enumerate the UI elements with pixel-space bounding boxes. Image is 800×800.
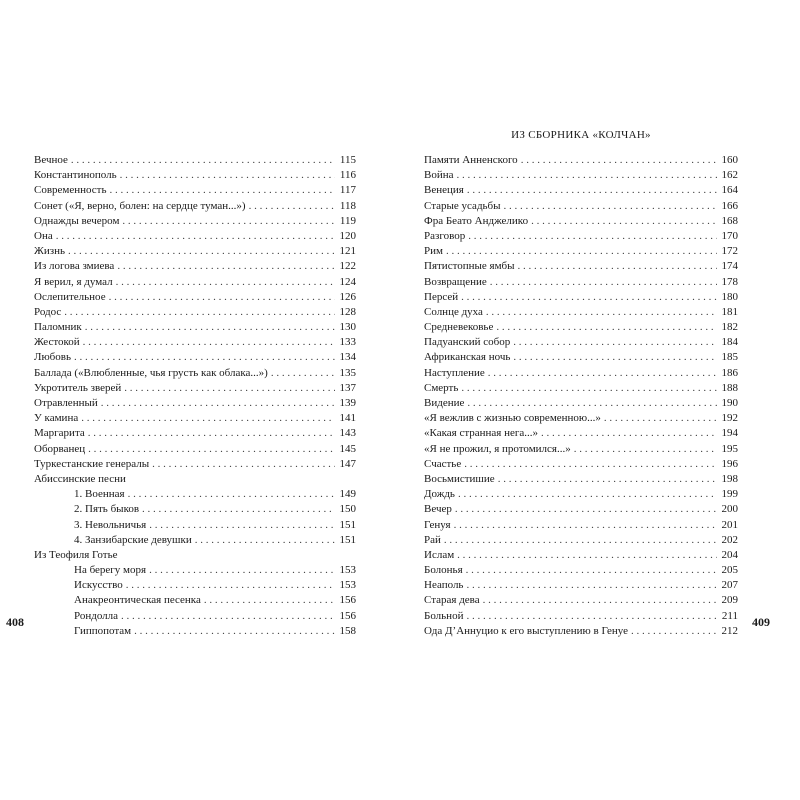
toc-entry [424,518,738,533]
toc-entry [424,578,738,593]
toc-entry-title: Вечер [424,503,452,516]
dot-leader [488,366,717,381]
toc-entry [424,533,738,548]
dot-leader [142,502,335,517]
toc-entry-page: 115 [339,154,356,166]
dot-leader [134,624,335,639]
toc-entry [34,472,356,487]
toc-entry-page: 133 [339,336,356,349]
toc-entry-title: Восьмистишие [424,472,495,485]
toc-entry-title: Ода Д’Аннуцио к его выступлению в Генуе [424,624,628,637]
dot-leader [444,533,717,548]
toc-entry-page: 158 [339,624,356,637]
toc-entry-title: Ослепительное [34,290,106,303]
toc-entry [34,411,356,426]
toc-entry-page: 162 [721,169,738,182]
toc-entry [424,624,738,639]
toc-entry-page: 186 [721,366,738,379]
toc-entry-title: Из логова змиева [34,260,115,273]
toc-entry-page: 209 [721,594,738,607]
toc-entry-page: 212 [721,624,738,637]
toc-entry-title: Наступление [424,366,485,379]
toc-entry [34,533,356,548]
toc-entry [424,548,738,563]
dot-leader [483,593,717,608]
toc-entry [34,578,356,593]
dot-leader [83,335,335,350]
toc-entry [424,502,738,517]
toc-entry-page: 190 [721,397,738,409]
toc-entry-title: Неаполь [424,579,464,592]
dot-leader [64,305,335,320]
toc-entry [34,350,356,365]
toc-entry-title: 2. Пять быков [74,503,140,516]
toc-entry-title: Возвращение [424,275,487,288]
toc-entry-title: Любовь [34,351,71,364]
dot-leader [490,275,717,290]
toc-entry-page: 202 [721,533,738,546]
toc-entry-page: 180 [721,290,738,303]
toc-entry-page: 137 [339,381,356,394]
toc-entry-page: 147 [339,457,356,470]
toc-entry-title: Старая дева [424,594,480,607]
dot-leader [71,153,335,168]
dot-leader [152,457,335,472]
toc-entry-title: Отравленный [34,397,98,409]
dot-leader [457,548,717,563]
toc-entry-title: Я верил, я думал [34,275,113,288]
toc-entry-title: Вечное [34,154,68,166]
toc-entry-title: Паломник [34,321,82,334]
toc-entry-title: Укротитель зверей [34,381,122,394]
toc-entry [424,244,738,259]
toc-entry-page: 122 [339,260,356,273]
toc-entry-page: 116 [339,169,356,182]
toc-entry-page: 204 [721,548,738,561]
toc-entry-title: Рондолла [74,609,119,622]
toc-entry-page: 182 [721,321,738,334]
toc-entry [34,275,356,290]
dot-leader [204,593,335,608]
toc-entry-title: Падуанский собор [424,336,511,349]
toc-entry [34,214,356,229]
left-page-number: 408 [6,615,24,629]
toc-entry-page: 135 [339,366,356,379]
toc-entry [34,290,356,305]
toc-entry-title: Пятистопные ямбы [424,260,515,273]
toc-entry-page: 153 [339,579,356,592]
toc-entry [34,548,356,563]
toc-entry [424,426,738,441]
toc-entry-page: 185 [721,351,738,364]
toc-entry [34,335,356,350]
dot-leader [126,578,335,593]
dot-leader [195,533,335,548]
toc-entry [34,366,356,381]
toc-entry-page: 156 [339,594,356,607]
dot-leader [467,396,717,411]
toc-entry-page: 188 [721,381,738,394]
toc-entry-page: 160 [721,154,738,166]
toc-entry-page: 181 [721,305,738,318]
dot-leader [464,457,717,472]
toc-entry-title: Баллада («Влюбленные, чья грусть как облака...») [34,366,268,379]
toc-entry [424,381,738,396]
toc-entry-title: Рим [424,245,443,258]
toc-entry [424,442,738,457]
toc-entry [34,183,356,198]
section-heading: ИЗ СБОРНИКА «КОЛЧАН» [511,129,651,141]
dot-leader [68,244,335,259]
dot-leader [454,518,717,533]
toc-entry-title: Солнце духа [424,305,483,318]
dot-leader [81,411,335,426]
toc-entry [424,411,738,426]
toc-entry [34,457,356,472]
toc-entry-title: Однажды вечером [34,214,120,227]
toc-entry [34,229,356,244]
toc-entry [34,259,356,274]
toc-entry [34,593,356,608]
dot-leader [88,426,335,441]
dot-leader [85,320,335,335]
dot-leader [461,381,717,396]
toc-entry [424,305,738,320]
toc-entry-page: 151 [339,518,356,531]
toc-entry-title: Разговор [424,229,466,242]
dot-leader [467,183,717,198]
toc-entry [424,290,738,305]
toc-entry-title: Современность [34,184,107,197]
toc-entry [424,366,738,381]
toc-entry-page: 200 [721,503,738,516]
toc-entry [34,609,356,624]
dot-leader [486,305,717,320]
toc-entry [424,609,738,624]
toc-entry-title: «Я вежлив с жизнью современною...» [424,412,601,425]
dot-leader [466,578,717,593]
toc-entry-page: 178 [721,275,738,288]
toc-entry-title: 3. Невольничья [74,518,147,531]
right-page-number: 409 [752,615,770,629]
toc-entry-page: 134 [339,351,356,364]
toc-entry [34,396,356,411]
dot-leader [513,350,717,365]
toc-entry-page: 124 [339,275,356,288]
toc-entry [424,320,738,335]
toc-entry-page: 130 [339,321,356,334]
toc-entry-title: Гиппопотам [74,624,132,637]
toc-entry [424,183,738,198]
toc-entry [34,244,356,259]
toc-entry [34,168,356,183]
dot-leader [574,442,717,457]
dot-leader [117,259,335,274]
toc-entry-page: 166 [721,199,738,212]
toc-entry-title: Ислам [424,548,455,561]
dot-leader [504,199,717,214]
toc-entry-page: 128 [339,305,356,318]
toc-entry-title: Искусство [74,579,123,592]
toc-entry-title: Абиссинские песни [34,472,126,485]
toc-entry-title: На берегу моря [74,564,147,577]
toc-entry-title: Болонья [424,564,463,577]
toc-entry-page: 143 [339,427,356,440]
toc-entry-page: 118 [339,199,356,212]
dot-leader [468,229,717,244]
toc-entry-title: Видение [424,397,465,409]
toc-entry-title: Оборванец [34,442,86,455]
toc-entry [424,259,738,274]
toc-entry [424,335,738,350]
dot-leader [110,183,335,198]
toc-entry-page: 198 [721,472,738,485]
dot-leader [466,609,717,624]
toc-entry [424,168,738,183]
right-page-toc [424,153,738,639]
toc-entry-title: У камина [34,412,79,425]
dot-leader [74,350,335,365]
toc-entry-title: Туркестанские генералы [34,457,150,470]
dot-leader [149,518,335,533]
dot-leader [446,244,717,259]
left-page-toc [34,153,356,639]
dot-leader [455,502,717,517]
toc-entry [424,199,738,214]
toc-entry-title: Анакреонтическая песенка [74,594,201,607]
dot-leader [116,275,335,290]
toc-entry-page: 184 [721,336,738,349]
toc-entry-title: Родос [34,305,62,318]
toc-entry-page: 211 [721,609,738,622]
dot-leader [521,153,717,168]
toc-entry [34,381,356,396]
dot-leader [56,229,335,244]
toc-entry-page: 170 [721,229,738,242]
toc-entry [424,472,738,487]
toc-entry-title: 4. Занзибарские девушки [74,533,192,546]
toc-entry-title: «Какая странная нега...» [424,427,539,440]
toc-entry-title: Фра Беато Анджелико [424,214,529,227]
toc-entry-page: 174 [721,260,738,273]
toc-entry-title: Венеция [424,184,464,197]
toc-entry [34,502,356,517]
toc-entry-page: 141 [339,412,356,425]
toc-entry [424,275,738,290]
dot-leader [498,472,717,487]
toc-entry [34,199,356,214]
dot-leader [513,335,717,350]
toc-entry-page: 145 [339,442,356,455]
dot-leader [457,168,718,183]
toc-entry [34,320,356,335]
toc-entry-title: Дождь [424,488,455,501]
toc-entry-page: 121 [339,245,356,258]
toc-entry-title: 1. Военная [74,488,125,501]
toc-entry [34,487,356,502]
toc-entry-title: Она [34,229,53,242]
toc-entry [424,457,738,472]
toc-entry [424,350,738,365]
toc-entry-page: 120 [339,229,356,242]
toc-entry [424,487,738,502]
toc-entry-page: 207 [721,579,738,592]
toc-entry-page: 139 [339,397,356,409]
toc-entry-page: 192 [721,412,738,425]
dot-leader [631,624,717,639]
dot-leader [124,381,335,396]
toc-entry-page: 119 [339,214,356,227]
toc-entry-title: Константинополь [34,169,117,182]
toc-entry [34,518,356,533]
toc-entry-page: 126 [339,290,356,303]
toc-entry-title: Жестокой [34,336,80,349]
dot-leader [249,199,335,214]
dot-leader [122,214,335,229]
toc-entry-title: Африканская ночь [424,351,511,364]
toc-entry [424,593,738,608]
toc-entry-page: 153 [339,564,356,577]
toc-entry [34,426,356,441]
toc-entry [34,563,356,578]
dot-leader [541,426,717,441]
toc-entry-title: Из Теофиля Готье [34,548,118,561]
toc-entry-title: Средневековье [424,321,494,334]
toc-entry-page: 151 [339,533,356,546]
toc-entry [34,442,356,457]
toc-entry-title: Жизнь [34,245,65,258]
dot-leader [466,563,717,578]
toc-entry-title: Война [424,169,454,182]
toc-entry-page: 168 [721,214,738,227]
toc-entry [424,396,738,411]
dot-leader [604,411,717,426]
toc-entry-page: 205 [721,564,738,577]
toc-entry-title: «Я не прожил, я протомился...» [424,442,571,455]
dot-leader [101,396,335,411]
toc-entry-page: 164 [721,184,738,197]
dot-leader [121,609,335,624]
toc-entry-title: Памяти Анненского [424,154,518,166]
toc-entry [34,624,356,639]
dot-leader [458,487,717,502]
toc-entry-title: Маргарита [34,427,85,440]
dot-leader [271,366,335,381]
toc-entry-title: Генуя [424,518,451,531]
dot-leader [496,320,717,335]
dot-leader [120,168,335,183]
toc-entry-title: Счастье [424,457,462,470]
toc-entry-page: 196 [721,457,738,470]
dot-leader [518,259,717,274]
toc-entry [424,153,738,168]
toc-entry-title: Больной [424,609,464,622]
toc-entry [34,305,356,320]
dot-leader [149,563,335,578]
toc-entry-page: 156 [339,609,356,622]
toc-entry-page: 195 [721,442,738,455]
dot-leader [109,290,335,305]
toc-entry-title: Рай [424,533,441,546]
dot-leader [128,487,335,502]
toc-entry-page: 150 [339,503,356,516]
toc-entry-page: 194 [721,427,738,440]
toc-entry-title: Сонет («Я, верно, болен: на сердце туман...») [34,199,246,212]
dot-leader [88,442,335,457]
toc-entry [424,214,738,229]
toc-entry-page: 201 [721,518,738,531]
toc-entry-title: Смерть [424,381,459,394]
toc-entry-title: Персей [424,290,459,303]
toc-entry [424,229,738,244]
dot-leader [531,214,717,229]
toc-entry [34,153,356,168]
toc-entry-page: 172 [721,245,738,258]
toc-entry [424,563,738,578]
toc-entry-page: 117 [339,184,356,197]
toc-entry-title: Старые усадьбы [424,199,501,212]
toc-entry-page: 149 [339,488,356,501]
dot-leader [461,290,717,305]
toc-entry-page: 199 [721,488,738,501]
